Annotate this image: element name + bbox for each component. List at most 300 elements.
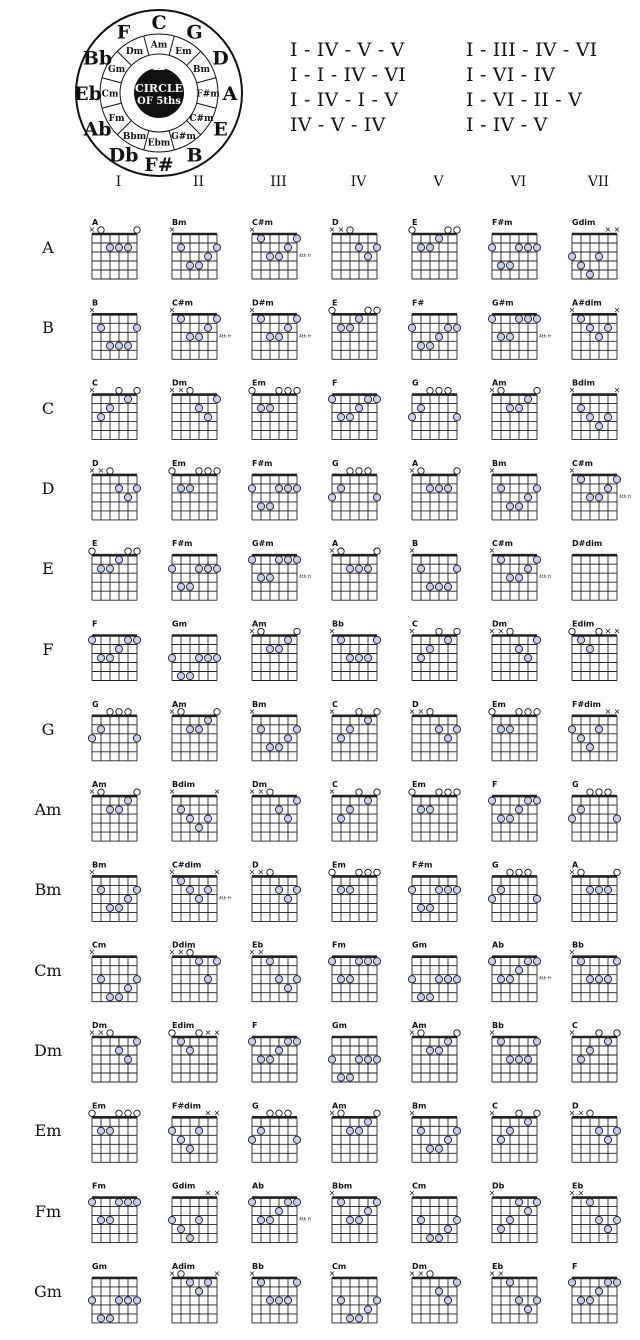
circle-minor-key: Bm <box>192 65 211 75</box>
finger-dot <box>604 886 611 893</box>
finger-dot <box>97 976 104 983</box>
finger-dot <box>275 976 282 983</box>
chord-diagram <box>329 218 381 279</box>
open-string-mark <box>596 789 602 795</box>
chord-name: Bb <box>332 619 344 629</box>
chord-diagram <box>168 1182 220 1243</box>
chord-diagram <box>329 1182 381 1243</box>
finger-dot <box>586 414 593 421</box>
muted-string-mark: × <box>213 1028 221 1037</box>
finger-dot <box>346 976 353 983</box>
finger-dot <box>257 574 264 581</box>
finger-dot <box>515 1199 522 1206</box>
finger-dot <box>577 636 584 643</box>
chord-name: Em <box>412 780 426 790</box>
finger-dot <box>257 1056 264 1063</box>
muted-string-mark: × <box>408 1028 416 1037</box>
open-string-mark <box>587 789 593 795</box>
open-string-mark <box>418 1030 424 1036</box>
muted-string-mark: × <box>88 385 96 395</box>
finger-dot <box>355 958 362 965</box>
finger-dot <box>337 1297 344 1304</box>
muted-string-mark: × <box>488 1028 496 1037</box>
finger-dot <box>177 1136 184 1143</box>
chord-diagram <box>169 941 221 1002</box>
muted-string-mark: × <box>488 1108 496 1118</box>
muted-string-mark: × <box>88 225 96 234</box>
muted-string-mark: × <box>213 1268 221 1278</box>
open-string-mark <box>436 628 442 634</box>
finger-dot <box>195 333 202 340</box>
finger-dot <box>346 1074 353 1081</box>
open-string-mark <box>534 709 540 715</box>
finger-dot <box>266 503 273 510</box>
chord-diagram <box>329 700 381 761</box>
chord-diagram <box>408 298 460 359</box>
finger-dot <box>613 1217 620 1224</box>
finger-dot <box>106 654 113 661</box>
chord-diagram <box>409 620 461 681</box>
open-string-mark <box>374 709 380 715</box>
finger-dot <box>453 324 460 331</box>
finger-dot <box>515 315 522 322</box>
open-string-mark <box>507 628 513 634</box>
finger-dot <box>435 333 442 340</box>
muted-string-mark: × <box>248 1268 256 1278</box>
finger-dot <box>497 976 504 983</box>
chord-name: Eb <box>492 1261 504 1271</box>
chord-diagram <box>168 539 220 600</box>
chord-name: G#m <box>492 298 514 308</box>
key-label: Gm <box>34 1281 62 1301</box>
finger-dot <box>577 476 584 483</box>
finger-dot <box>186 672 193 679</box>
open-string-mark <box>516 709 522 715</box>
finger-dot <box>417 904 424 911</box>
finger-dot <box>515 503 522 510</box>
finger-dot <box>284 1199 291 1206</box>
finger-dot <box>115 1297 122 1304</box>
muted-string-mark: × <box>204 1188 212 1198</box>
finger-dot <box>337 636 344 643</box>
finger-dot <box>168 1217 175 1224</box>
finger-dot <box>115 645 122 652</box>
open-string-mark <box>285 1110 291 1116</box>
chord-diagram <box>568 1262 620 1323</box>
finger-dot <box>213 244 220 251</box>
finger-dot <box>586 494 593 501</box>
finger-dot <box>195 405 202 412</box>
finger-dot <box>97 1127 104 1134</box>
muted-string-mark: × <box>168 385 176 395</box>
chord-diagram <box>488 941 551 1002</box>
finger-dot <box>97 324 104 331</box>
finger-dot <box>355 1315 362 1322</box>
finger-dot <box>293 726 300 733</box>
finger-dot <box>426 342 433 349</box>
chord-name: Cm <box>412 1181 427 1191</box>
finger-dot <box>275 886 282 893</box>
chord-name: Ab <box>252 1181 264 1191</box>
finger-dot <box>533 244 540 251</box>
muted-string-mark: × <box>328 546 336 556</box>
muted-string-mark: × <box>328 1268 336 1278</box>
chord-name: Eb <box>252 940 264 950</box>
chord-name: Dm <box>412 1261 427 1271</box>
chord-name: Em <box>92 1101 106 1111</box>
muted-string-mark: × <box>248 706 256 716</box>
muted-string-mark: × <box>497 626 505 636</box>
fret-position-label: 4th fr <box>539 976 552 982</box>
open-string-mark <box>605 789 611 795</box>
chord-diagram <box>408 860 460 921</box>
muted-string-mark: × <box>177 947 185 957</box>
chord-diagram <box>569 379 621 440</box>
finger-dot <box>595 1127 602 1134</box>
open-string-mark <box>436 789 442 795</box>
finger-dot <box>284 244 291 251</box>
finger-dot <box>453 886 460 893</box>
finger-dot <box>444 583 451 590</box>
finger-dot <box>373 1297 380 1304</box>
chord-diagram <box>489 379 541 440</box>
chord-diagram <box>89 539 140 600</box>
finger-dot <box>97 565 104 572</box>
finger-dot <box>195 654 202 661</box>
finger-dot <box>124 985 131 992</box>
finger-dot <box>266 333 273 340</box>
finger-dot <box>364 1306 371 1313</box>
circle-major-key: Bb <box>82 47 113 70</box>
finger-dot <box>613 1127 620 1134</box>
finger-dot <box>133 735 140 742</box>
finger-dot <box>515 574 522 581</box>
chord-name: D <box>572 1101 579 1111</box>
finger-dot <box>124 342 131 349</box>
chord-diagram <box>489 1101 541 1162</box>
finger-dot <box>497 1226 504 1233</box>
chord-diagram <box>409 780 460 841</box>
chord-diagram <box>328 941 380 1002</box>
open-string-mark <box>169 1030 175 1036</box>
chord-name: Bm <box>172 218 187 227</box>
finger-dot <box>408 324 415 331</box>
chord-diagram <box>329 539 381 600</box>
open-string-mark <box>507 869 513 875</box>
finger-dot <box>346 886 353 893</box>
finger-dot <box>97 726 104 733</box>
finger-dot <box>115 994 122 1001</box>
chord-diagram <box>409 1262 461 1323</box>
finger-dot <box>177 315 184 322</box>
finger-dot <box>213 654 220 661</box>
chord-diagram <box>408 379 460 440</box>
open-string-mark <box>516 869 522 875</box>
finger-dot <box>453 414 460 421</box>
finger-dot <box>435 1145 442 1152</box>
finger-dot <box>266 253 273 260</box>
muted-string-mark: × <box>248 867 256 877</box>
open-string-mark <box>134 227 140 233</box>
circle-minor-key: Cm <box>101 89 119 100</box>
finger-dot <box>488 797 495 804</box>
finger-dot <box>186 1279 193 1286</box>
muted-string-mark: × <box>97 1028 105 1037</box>
finger-dot <box>346 1217 353 1224</box>
muted-string-mark: × <box>568 1108 576 1118</box>
finger-dot <box>97 886 104 893</box>
muted-string-mark: × <box>577 1188 585 1198</box>
finger-dot <box>506 1056 513 1063</box>
finger-dot <box>133 1199 140 1206</box>
open-string-mark <box>116 709 122 715</box>
chord-name: Bb <box>572 940 584 950</box>
open-string-mark <box>454 227 460 233</box>
circle-major-key: B <box>186 144 203 167</box>
muted-string-mark: × <box>213 1108 221 1118</box>
finger-dot <box>124 1056 131 1063</box>
finger-dot <box>115 1047 122 1054</box>
finger-dot <box>213 315 220 322</box>
chord-diagram <box>248 459 300 520</box>
chord-name: F <box>332 378 338 388</box>
circle-minor-key: Fm <box>108 114 125 124</box>
circle-minor-key: C#m <box>189 114 214 124</box>
progression-item: I - IV - V <box>466 114 548 136</box>
chord-diagram <box>569 1101 621 1162</box>
chord-diagram <box>329 780 381 841</box>
finger-dot <box>604 1279 611 1286</box>
finger-dot <box>444 485 451 492</box>
muted-string-mark: × <box>613 706 621 716</box>
finger-dot <box>266 1217 273 1224</box>
finger-dot <box>595 1288 602 1295</box>
open-string-mark <box>267 869 273 875</box>
open-string-mark <box>454 628 460 634</box>
chord-name: A#dim <box>572 298 602 308</box>
open-string-mark <box>116 1110 122 1116</box>
muted-string-mark: × <box>488 1268 496 1278</box>
chord-name: Gm <box>92 1261 107 1271</box>
muted-string-mark: × <box>408 546 416 556</box>
chord-name: Am <box>412 1021 427 1030</box>
open-string-mark <box>374 869 380 875</box>
finger-dot <box>426 904 433 911</box>
muted-string-mark: × <box>257 947 265 957</box>
muted-string-mark: × <box>177 385 185 395</box>
finger-dot <box>346 565 353 572</box>
open-string-mark <box>356 468 362 474</box>
finger-dot <box>106 405 113 412</box>
chord-diagram <box>408 941 460 1002</box>
finger-dot <box>346 324 353 331</box>
open-string-mark <box>347 227 353 233</box>
chord-name: C#m <box>492 539 513 549</box>
finger-dot <box>533 636 540 643</box>
finger-dot <box>364 253 371 260</box>
open-string-mark <box>89 1110 95 1116</box>
finger-dot <box>195 262 202 269</box>
chord-name: Dm <box>92 1021 107 1030</box>
muted-string-mark: × <box>604 626 612 636</box>
finger-dot <box>266 958 273 965</box>
finger-dot <box>506 815 513 822</box>
chord-name: G#m <box>252 539 274 549</box>
open-string-mark <box>125 548 131 554</box>
finger-dot <box>595 253 602 260</box>
open-string-mark <box>134 1110 140 1116</box>
chord-name: Gdim <box>172 1181 196 1191</box>
chord-name: Am <box>492 378 507 388</box>
finger-dot <box>266 574 273 581</box>
finger-dot <box>497 1038 504 1045</box>
chord-name: F#dim <box>572 699 601 709</box>
chord-name: C <box>492 1101 498 1111</box>
chord-name: Dm <box>492 619 507 629</box>
open-string-mark <box>356 709 362 715</box>
finger-dot <box>604 414 611 421</box>
finger-dot <box>453 1217 460 1224</box>
open-string-mark <box>445 789 451 795</box>
finger-dot <box>337 1074 344 1081</box>
finger-dot <box>195 1288 202 1295</box>
finger-dot <box>186 333 193 340</box>
chord-diagram <box>489 620 541 681</box>
finger-dot <box>284 815 291 822</box>
chord-name: F#m <box>252 458 273 468</box>
finger-dot <box>586 976 593 983</box>
chord-diagram <box>409 1021 461 1082</box>
fret-position-label: 4th fr <box>299 575 312 581</box>
circle-major-key: Ab <box>83 118 112 141</box>
finger-dot <box>213 396 220 403</box>
chord-diagram <box>249 298 312 359</box>
muted-string-mark: × <box>488 385 496 395</box>
finger-dot <box>133 976 140 983</box>
open-string-mark <box>107 1030 113 1036</box>
finger-dot <box>88 1297 95 1304</box>
finger-dot <box>604 1136 611 1143</box>
finger-dot <box>168 654 175 661</box>
finger-dot <box>524 797 531 804</box>
chord-name: D#dim <box>572 539 603 549</box>
finger-dot <box>497 726 504 733</box>
chord-diagram <box>89 379 141 440</box>
open-string-mark <box>454 1030 460 1036</box>
finger-dot <box>613 476 620 483</box>
muted-string-mark: × <box>257 867 265 877</box>
chord-diagram <box>249 620 301 681</box>
chord-name: Edim <box>572 619 595 629</box>
open-string-mark <box>427 387 433 393</box>
chord-diagram <box>569 459 632 520</box>
chord-name: D <box>252 860 259 870</box>
open-string-mark <box>418 468 424 474</box>
finger-dot <box>97 1315 104 1322</box>
open-string-mark <box>89 548 95 554</box>
finger-dot <box>453 1279 460 1286</box>
chord-name: Adim <box>172 1261 195 1271</box>
finger-dot <box>417 654 424 661</box>
chord-diagram <box>169 1262 221 1323</box>
chord-diagram <box>328 379 380 440</box>
finger-dot <box>408 414 415 421</box>
finger-dot <box>177 877 184 884</box>
open-string-mark <box>267 1110 273 1116</box>
finger-dot <box>337 414 344 421</box>
finger-dot <box>364 717 371 724</box>
chord-name: Cm <box>92 940 107 950</box>
finger-dot <box>506 976 513 983</box>
chord-diagram <box>169 1021 221 1082</box>
finger-dot <box>497 815 504 822</box>
finger-dot <box>515 1056 522 1063</box>
finger-dot <box>257 726 264 733</box>
finger-dot <box>337 735 344 742</box>
fret-position-label: 4th fr <box>219 334 232 340</box>
key-label: E <box>42 559 54 579</box>
finger-dot <box>337 815 344 822</box>
chord-name: C#dim <box>172 860 202 870</box>
finger-dot <box>186 485 193 492</box>
chord-name: F#m <box>172 539 193 549</box>
muted-string-mark: × <box>568 1188 576 1198</box>
muted-string-mark: × <box>328 1108 336 1118</box>
chord-diagram <box>248 1182 311 1243</box>
finger-dot <box>444 886 451 893</box>
progression-item: I - III - IV - VI <box>466 39 598 61</box>
muted-string-mark: × <box>613 225 621 234</box>
finger-dot <box>293 886 300 893</box>
circle-major-key: C <box>151 12 167 34</box>
finger-dot <box>275 645 282 652</box>
open-string-mark <box>365 307 371 313</box>
finger-dot <box>88 1199 95 1206</box>
chord-name: C <box>92 378 98 388</box>
finger-dot <box>257 1279 264 1286</box>
finger-dot <box>444 324 451 331</box>
finger-dot <box>204 815 211 822</box>
circle-major-key: E <box>213 118 228 141</box>
chord-name: Bm <box>252 699 267 709</box>
open-string-mark <box>276 1110 282 1116</box>
finger-dot <box>115 556 122 563</box>
finger-dot <box>115 485 122 492</box>
circle-major-key: A <box>222 83 238 105</box>
circle-major-key: F# <box>144 154 174 176</box>
chord-name: Am <box>172 699 187 709</box>
fret-position-label: 4th fr <box>539 575 552 581</box>
chord-diagram <box>329 620 381 681</box>
degree-label: V <box>433 174 444 190</box>
finger-dot <box>364 958 371 965</box>
finger-dot <box>115 904 122 911</box>
key-label: Cm <box>34 960 62 980</box>
fret-position-label: 4th fr <box>219 896 232 902</box>
chord-name: Am <box>252 619 267 629</box>
chord-name: C#m <box>172 298 193 308</box>
muted-string-mark: × <box>213 787 221 797</box>
finger-dot <box>124 895 131 902</box>
chord-diagram <box>329 860 380 921</box>
chord-diagram <box>89 780 141 841</box>
open-string-mark <box>374 1110 380 1116</box>
finger-dot <box>435 1047 442 1054</box>
degree-label: VI <box>510 174 527 190</box>
finger-dot <box>124 636 131 643</box>
muted-string-mark: × <box>328 706 336 716</box>
muted-string-mark: × <box>248 626 256 636</box>
